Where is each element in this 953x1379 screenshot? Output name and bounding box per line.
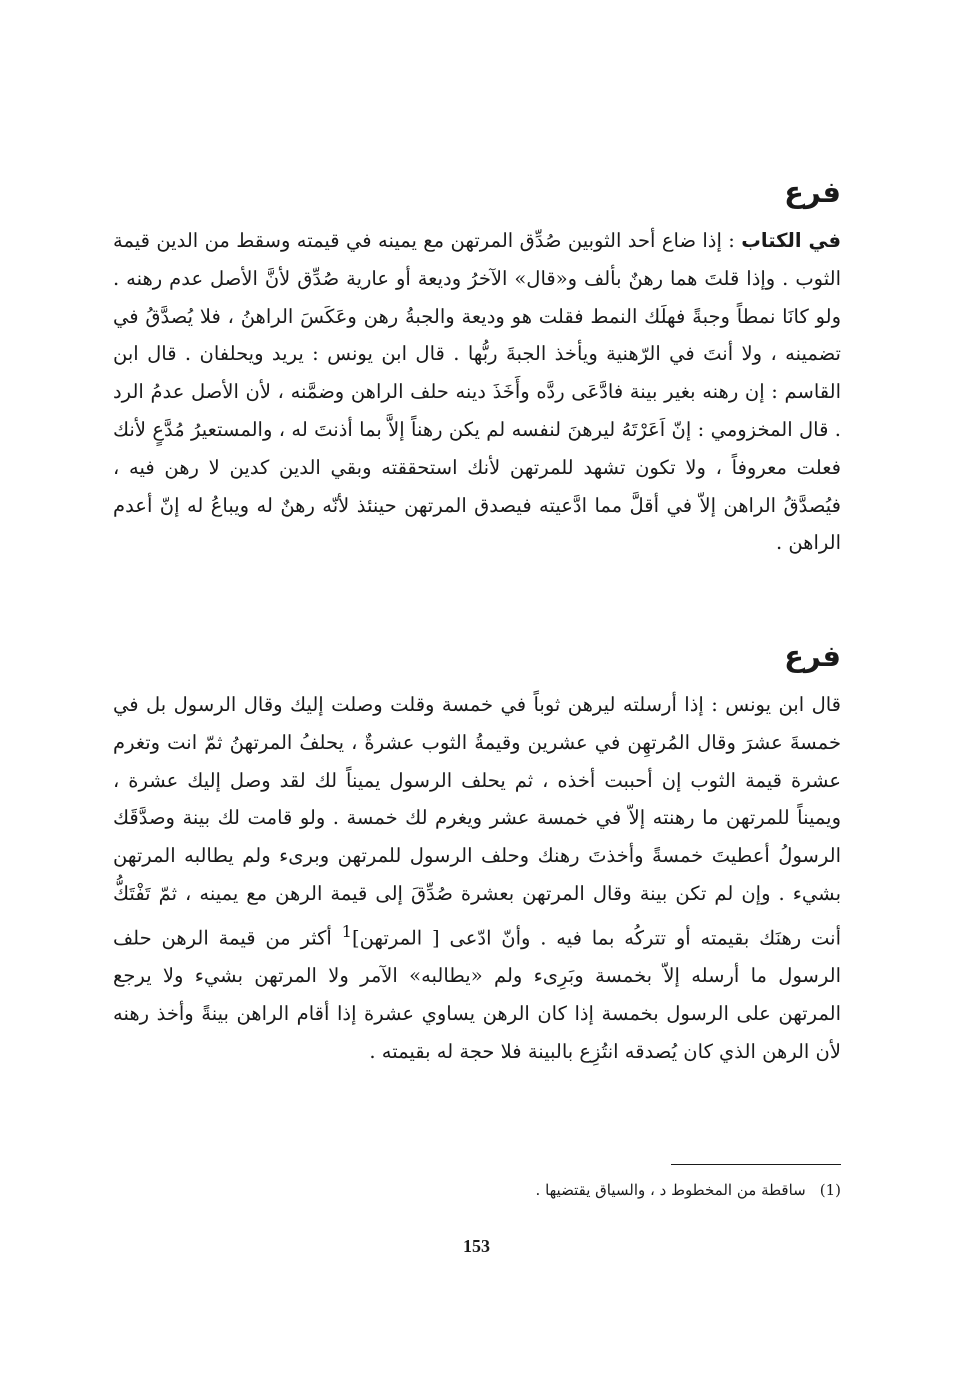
section-2-text-before: قال ابن يونس : إذا أرسلته ليرهن ثوباً في خمسة وقلت وصلت إليك وقال الرسول بل في خمسةَ عشرَ وقال المُرتهِن في عشرين وقيمةُ الثوب عشرةٌ ، يحلفُ المرتهنُ ثمّ انت وتغرم عشرة قيمة الثوب إن أحببت أخذه ، ثم يحلف الرسول يميناً لك لقد وصل إليك عشرة ، ويميناً للمرتهن ما رهنته إلاّ في خمسة عشر ويغرم لك خمسة . ولو قامت لك بينة وصدَّقَك الرسولُ أعطيتَ خمسةً وأخذتَ رهنك وحلف الرسول للمرتهن وبرىء ولم يطالبه المرتهن بشيء . وإن لم تكن بينة وقال المرتهن بعشرة صُدِّقَ إلى قيمة الرهن مع يمينه ، ثمّ تَفْتَكُّ أنت رهنَك بقيمته أو تتركُه بما فيه . وأنّ ادّعى — [113, 693, 841, 950]
page-number: 153 — [463, 1236, 490, 1256]
section-1-lead: في الكتاب — [741, 229, 841, 252]
footnote — [536, 1178, 841, 1202]
section-2-bracket: [ المرتهن] — [351, 926, 440, 950]
section-1-text: : إذا ضاع أحد الثوبين صُدِّق المرتهن مع يمينه في قيمته وسقط من الدين قيمة الثوب . وإذا قلتَ هما رهنٌ بألف و«قال» الآخرُ وديعة أو عارية صُدِّق لأنَّ الأصل عدم رهنه . ولو كانَا نمطاً وجبةً فهلَك النمط فقلت هو وديعة والجبةُ رهن وعَكَسَ الراهنُ ، فلا يُصدَّقُ في تضمينه ، ولا أنتَ في الرّهنية ويأخذ الجبةَ ربُّها . قال ابن يونس : يريد ويحلفان . قال ابن القاسم : إن رهنه بغير بينة فادَّعَى ردَّه وأَخَذَ دينه حلف الراهن وضمَّنه ، لأن الأصل عدمُ الرد . قال المخزومي : إنّ اَعَرْتَهُ ليرهنَ لنفسه لم يكن رهناً إلاَّ بما أذنتَ له ، والمستعيرُ مُدَّعٍ لأنك فعلت معروفاً ، ولا تكون تشهد للمرتهن لأنك استحققته وبقي الدين كدين لا رهن فيه ، فيُصدَّقُ الراهن إلاّ في أقلَّ مما ادَّعيته فيصدق المرتهن حينئذ لأنّه رهنٌ له ويباعُ له إنّ أعدم الراهن . — [113, 229, 841, 555]
section-2-body — [113, 686, 841, 1070]
section-1-paragraph — [113, 222, 841, 562]
section-1-body — [113, 222, 841, 562]
footnote-marker: 1 — [341, 921, 352, 941]
footnote-rule — [671, 1164, 841, 1165]
footnote-number: (1) — [819, 1181, 841, 1199]
section-heading-1: فرع — [784, 175, 841, 209]
section-2-text-after: أكثر من قيمة الرهن حلف الرسول ما أرسله إلاّ بخمسة وبَرِىء ولم «يطالبه» الآمر ولا المرتهن بشيء ولا يرجع المرتهن على الرسول بخمسة إذا كان الرهن يساوي عشرة إذا أقام الراهن بينةً وأخذ رهنه لأن الرهن الذي كان يُصدقه انتُزِع بالبينة فلا حجة له بقيمته . — [113, 926, 841, 1063]
section-2-paragraph — [113, 686, 841, 1070]
section-heading-2: فرع — [784, 639, 841, 673]
footnote-text: ساقطة من المخطوط د ، والسياق يقتضيها . — [535, 1181, 806, 1199]
